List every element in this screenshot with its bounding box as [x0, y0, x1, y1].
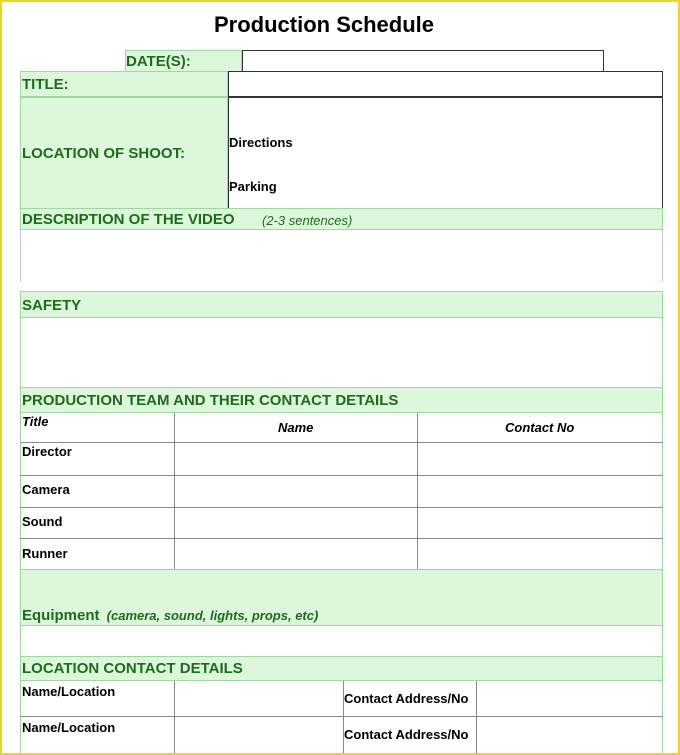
location-contact-row-2-address-label: Contact Address/No: [344, 727, 469, 742]
team-col-title: Title: [22, 414, 49, 429]
safety-input[interactable]: [20, 318, 663, 387]
description-input[interactable]: [20, 230, 663, 282]
title-label: TITLE:: [22, 76, 69, 93]
team-col-contact: Contact No: [505, 420, 575, 435]
equipment-input[interactable]: [20, 626, 663, 656]
sound-contact-cell[interactable]: [418, 508, 663, 538]
parking-label: Parking: [229, 179, 277, 194]
team-row-camera: Camera: [22, 482, 70, 497]
description-hint: (2-3 sentences): [262, 213, 353, 228]
equipment-label: Equipment: [22, 607, 100, 624]
team-label: PRODUCTION TEAM AND THEIR CONTACT DETAILS: [22, 392, 399, 409]
team-row-sound: Sound: [22, 514, 63, 529]
director-name-cell[interactable]: [175, 443, 417, 475]
title-input[interactable]: [228, 71, 663, 97]
equipment-hint: (camera, sound, lights, props, etc): [106, 608, 319, 623]
dates-input[interactable]: [242, 50, 604, 72]
safety-header: [20, 291, 663, 318]
camera-name-cell[interactable]: [175, 476, 417, 507]
location-contact-row-1-address-input[interactable]: [477, 682, 663, 716]
safety-label: SAFETY: [22, 297, 82, 314]
location-contact-row-1-name-input[interactable]: [175, 682, 343, 716]
page-title: Production Schedule: [213, 12, 435, 37]
description-label: DESCRIPTION OF THE VIDEO: [22, 211, 235, 228]
camera-contact-cell[interactable]: [418, 476, 663, 507]
team-col-name: Name: [278, 420, 314, 435]
sound-name-cell[interactable]: [175, 508, 417, 538]
team-row-runner: Runner: [22, 546, 68, 561]
equipment-label-row: [22, 607, 318, 624]
location-contacts-label: LOCATION CONTACT DETAILS: [22, 660, 243, 677]
production-schedule-form: [2, 2, 678, 753]
location-details-box[interactable]: [228, 97, 663, 209]
location-of-shoot-label: LOCATION OF SHOOT:: [22, 145, 186, 162]
location-contact-row-2-name-input[interactable]: [175, 717, 343, 753]
team-row-director: Director: [22, 444, 72, 459]
location-contact-row-1-name-label: Name/Location: [22, 684, 116, 699]
director-contact-cell[interactable]: [418, 443, 663, 475]
directions-label: Directions: [229, 135, 293, 150]
location-contact-row-2-name-label: Name/Location: [22, 720, 116, 735]
runner-name-cell[interactable]: [175, 539, 417, 570]
runner-contact-cell[interactable]: [418, 539, 663, 570]
dates-label: DATE(S):: [126, 53, 191, 70]
location-contact-row-1-address-label: Contact Address/No: [344, 691, 469, 706]
location-contact-row-2-address-input[interactable]: [477, 717, 663, 753]
